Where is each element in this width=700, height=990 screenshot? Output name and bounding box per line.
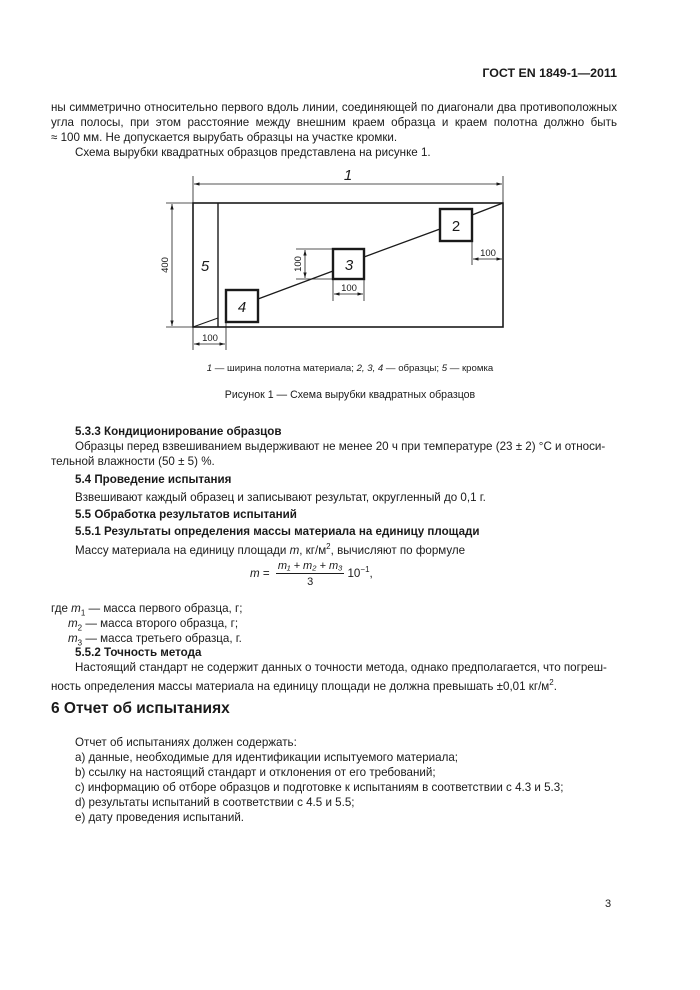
formula-lhs: m (250, 567, 260, 581)
intro-line-3: ≈ 100 мм. Не допускается вырубать образцы на участке кромки. (51, 131, 398, 144)
dim-sample3-width: 100 (341, 283, 357, 294)
variable-symbol: m (68, 617, 78, 630)
variable-subscript: 2 (77, 623, 83, 633)
variable-description: — масса третьего образца, г. (82, 632, 242, 645)
variable-m3 (51, 631, 617, 646)
section-5-3-3-title: 5.3.3 Кондиционирование образцов (75, 425, 282, 438)
variable-description: — масса второго образца, г; (82, 617, 239, 630)
document-code-header: ГОСТ EN 1849-1—2011 (482, 66, 617, 80)
formula-equals: = (259, 567, 273, 581)
variable-subscript: 3 (77, 638, 83, 648)
section-5-5-1-title: 5.5.1 Результаты определения массы материала на единицу площади (75, 525, 480, 538)
section-5-5-2-line-1: Настоящий стандарт не содержит данных о точности метода, однако предполагается, что погреш- (75, 661, 607, 674)
section-5-5-2-line-2 (51, 675, 617, 693)
formula-fraction (276, 560, 345, 588)
report-item-c: c) информацию об отборе образцов и подготовке к испытаниям в соответствии с 4.3 и 5.3; (75, 781, 564, 794)
legend-text-2: — образцы; (383, 363, 442, 374)
legend-text-1: — ширина полотна материала; (212, 363, 357, 374)
report-item-b: b) ссылку на настоящий стандарт и отклонения от его требований; (75, 766, 436, 779)
section-5-5-1-text (51, 539, 617, 557)
formula-tail: , (369, 567, 373, 581)
superscript: 2 (326, 542, 331, 551)
variable-subscript: 1 (80, 608, 86, 618)
section-5-3-3 (51, 424, 617, 469)
page-number: 3 (605, 898, 612, 910)
superscript: 2 (549, 678, 554, 687)
dim-sample3-height: 100 (293, 256, 304, 272)
text-part: . (553, 679, 557, 693)
section-6-title: 6 Отчет об испытаниях (51, 700, 230, 717)
section-5-5-2 (51, 645, 617, 693)
label-sample-3: 3 (344, 257, 354, 274)
variable-description: — масса первого образца, г; (85, 602, 243, 615)
formula-factor: 10 (347, 567, 361, 581)
section-5-3-3-line-1: Образцы перед взвешиванием выдерживают не менее 20 ч при температуре (23 ± 2) °С и относи- (75, 440, 606, 453)
where-prefix: где (51, 602, 72, 615)
formula-numerator: m₁ + m₂ + m₃ (277, 560, 343, 572)
legend-num-3: 5 (441, 363, 448, 374)
section-5-5-1 (51, 524, 617, 557)
dim-edge-offset: 100 (202, 333, 218, 344)
legend-num-1: 1 (206, 363, 213, 374)
section-5-5-2-title: 5.5.2 Точность метода (75, 646, 202, 659)
text-part: , кг/м (299, 543, 327, 557)
section-5-4-body (51, 490, 617, 505)
legend-num-2: 2, 3, 4 (356, 363, 384, 374)
report-item-e: e) дату проведения испытаний. (75, 811, 245, 824)
label-width: 1 (343, 167, 353, 184)
section-5-4-title: 5.4 Проведение испытания (75, 473, 232, 486)
figure-caption: Рисунок 1 — Схема вырубки квадратных образцов (224, 389, 476, 401)
variable-m1 (51, 601, 617, 616)
section-5-5-title: 5.5 Обработка результатов испытаний (75, 508, 297, 521)
dim-height-400: 400 (160, 257, 171, 273)
report-item-d: d) результаты испытаний в соответствии с 4.5 и 5.5; (75, 796, 355, 809)
text-part: , вычисляют по формуле (330, 543, 466, 557)
section-5-3-3-line-2: тельной влажности (50 ± 5) %. (51, 455, 215, 468)
formula-variables (51, 601, 617, 646)
formula-exponent: −1 (360, 565, 370, 575)
section-5-5 (51, 507, 617, 522)
variable-symbol: m (68, 632, 78, 645)
scheme-reference: Схема вырубки квадратных образцов представлена на рисунке 1. (75, 146, 431, 159)
section-6-intro: Отчет об испытаниях должен содержать: (75, 736, 297, 749)
section-5-4-text: Взвешивают каждый образец и записывают результат, округленный до 0,1 г. (75, 491, 486, 504)
section-6-body (51, 735, 617, 825)
text-part: ность определения массы материала на единицу площади не должна превышать ±0,01 кг/м (51, 679, 550, 693)
section-5-4 (51, 472, 617, 487)
report-item-a: a) данные, необходимые для идентификации испытуемого материала; (75, 751, 459, 764)
intro-line-1: ны симметрично относительно первого вдоль линии, соединяющей по диагонали два противоположных (51, 101, 617, 114)
variable-symbol: m (71, 602, 81, 615)
text-part: Массу материала на единицу площади (75, 543, 290, 557)
label-sample-2: 2 (451, 218, 461, 235)
dim-sample2-offset: 100 (480, 248, 496, 259)
variable-m2 (51, 616, 617, 631)
formula-denominator: 3 (307, 576, 314, 588)
label-edge: 5 (200, 258, 210, 275)
figure-1-cutting-scheme (0, 0, 700, 360)
label-sample-4: 4 (237, 299, 247, 316)
symbol-m: m (289, 543, 300, 557)
legend-text-3: — кромка (447, 363, 494, 374)
mass-formula (250, 560, 373, 588)
intro-line-2: угла полосы, при этом расстояние между внешним краем образца и краем полотна должно быть (51, 116, 617, 129)
figure-legend (0, 363, 700, 374)
